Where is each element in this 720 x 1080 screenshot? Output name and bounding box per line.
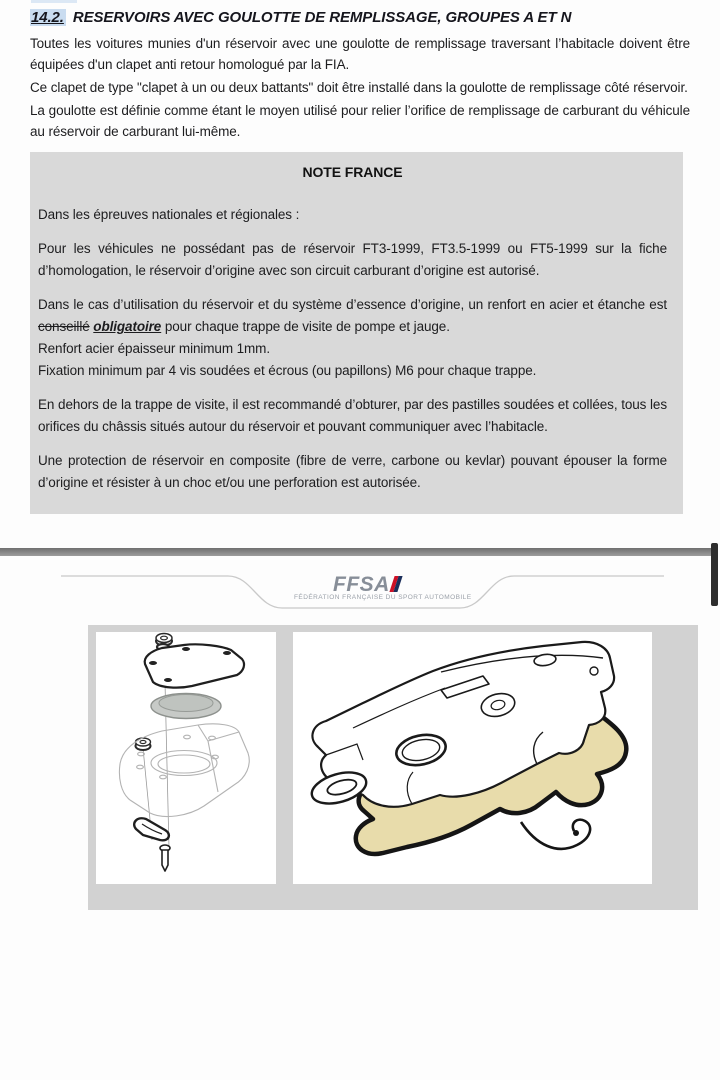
section-number: 14.2.: [31, 9, 64, 26]
note-paragraph-renfort: [38, 294, 667, 382]
strikethrough-conseille: conseillé: [38, 319, 90, 334]
note-paragraph-pastilles: En dehors de la trappe de visite, il est recommandé d’obturer, par des pastilles soudées et collées, tous les orifices du châssis situés autour du réservoir et pouvant communiquer avec l’habitacle.: [38, 397, 667, 434]
ffsa-wordmark: FFSA: [333, 572, 390, 596]
renfort-rest-text: pour chaque trappe de visite de pompe et jauge.: [164, 319, 450, 334]
tank-top-surface: [119, 724, 249, 817]
ffsa-logo: [333, 573, 433, 595]
paragraph-valve-requirement: Toutes les voitures munies d'un réservoir avec une goulotte de remplissage traversant l’habitacle doivent être équipées d'un clapet anti retour homologué par la FIA.: [30, 36, 690, 72]
exploded-view-drawing: [96, 632, 276, 884]
emphasis-obligatoire: obligatoire: [93, 319, 162, 334]
tank-protection-drawing: [293, 632, 652, 884]
scrollbar-thumb[interactable]: [711, 543, 718, 606]
note-france-title: NOTE FRANCE: [302, 164, 403, 180]
page-break-divider: [0, 548, 714, 556]
bolt: [160, 845, 170, 871]
note-intro: Dans les épreuves nationales et régionales :: [38, 207, 300, 222]
note-france-box: [30, 152, 683, 514]
clamp-bracket: [134, 818, 169, 840]
note-paragraph-protection: Une protection de réservoir en composite (fibre de verre, carbone ou kevlar) pouvant épouser la forme d’origine et résister à un choc et/ou une perforation est autorisée.: [38, 453, 667, 490]
figures-panel: [88, 625, 698, 910]
paragraph-goulotte-definition: La goulotte est définie comme étant le moyen utilisé pour relier l’orifice de remplissage de carburant du véhicule au réservoir de carburant lui-même.: [30, 103, 690, 139]
ffsa-flag-icon: [389, 576, 402, 592]
section-heading: [30, 9, 690, 26]
document-content: [30, 9, 690, 514]
note-paragraph-ft3: Pour les véhicules ne possédant pas de réservoir FT3-1999, FT3.5-1999 ou FT5-1999 sur la fiche d’homologation, le réservoir d’origine avec son circuit carburant d’origine est autorisé.: [38, 241, 667, 278]
previous-line-remnant: [31, 0, 77, 3]
renfort-lead-text: Dans le cas d’utilisation du réservoir et du système d’essence d’origine, un renfort en acier et étanche est: [38, 297, 667, 312]
figure-tank-with-protection: [293, 632, 652, 884]
gasket: [151, 694, 221, 719]
renfort-thickness-line: Renfort acier épaisseur minimum 1mm.: [38, 341, 270, 356]
cover-plate: [145, 644, 244, 687]
section-title: RESERVOIRS AVEC GOULOTTE DE REMPLISSAGE, GROUPES A ET N: [72, 9, 572, 26]
paragraph-valve-type: Ce clapet de type "clapet à un ou deux battants" doit être installé dans la goulotte de remplissage côté réservoir.: [30, 80, 688, 95]
wiring-harness: [521, 820, 590, 849]
renfort-fixation-line: Fixation minimum par 4 vis soudées et écrous (ou papillons) M6 pour chaque trappe.: [38, 363, 537, 378]
ffsa-subtitle: FÉDÉRATION FRANÇAISE DU SPORT AUTOMOBILE: [294, 594, 472, 601]
figure-exploded-access-plate: [96, 632, 276, 884]
